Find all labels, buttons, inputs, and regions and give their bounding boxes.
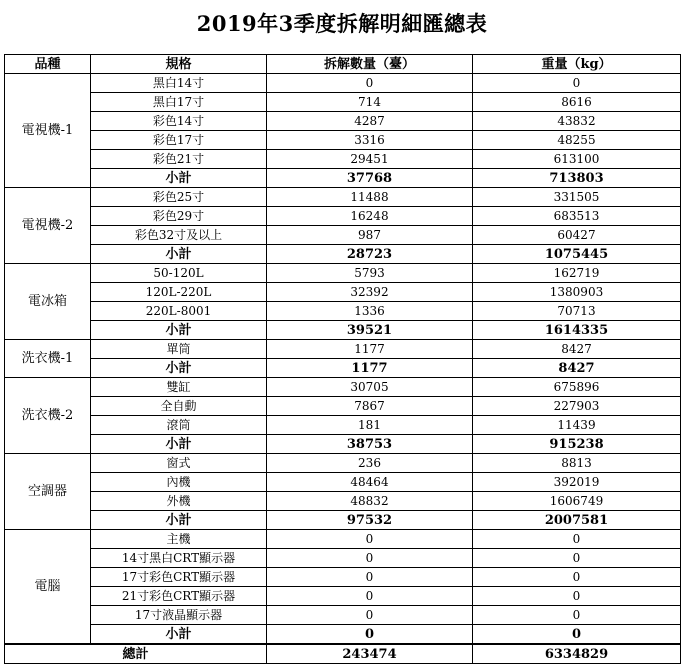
table-row [5,530,681,549]
total-quantity: 243474 [267,644,473,664]
subtotal-label: 小計 [91,511,267,530]
spec-cell: 黑白14寸 [91,74,267,93]
subtotal-weight: 8427 [473,359,681,378]
weight-cell: 1606749 [473,492,681,511]
subtotal-row [5,359,681,378]
quantity-cell: 29451 [267,150,473,169]
quantity-cell: 30705 [267,378,473,397]
weight-cell: 0 [473,74,681,93]
table-row [5,207,681,226]
subtotal-row [5,625,681,645]
subtotal-quantity: 28723 [267,245,473,264]
subtotal-row [5,245,681,264]
table-row [5,454,681,473]
weight-cell: 331505 [473,188,681,207]
category-cell: 洗衣機-1 [5,340,91,378]
table-row [5,188,681,207]
table-row [5,587,681,606]
category-cell: 電冰箱 [5,264,91,340]
subtotal-quantity: 38753 [267,435,473,454]
weight-cell: 43832 [473,112,681,131]
weight-cell: 11439 [473,416,681,435]
subtotal-weight: 1075445 [473,245,681,264]
quantity-cell: 16248 [267,207,473,226]
quantity-cell: 1336 [267,302,473,321]
spec-cell: 彩色14寸 [91,112,267,131]
spec-cell: 50-120L [91,264,267,283]
subtotal-quantity: 0 [267,625,473,645]
quantity-cell: 7867 [267,397,473,416]
subtotal-weight: 1614335 [473,321,681,340]
weight-cell: 0 [473,587,681,606]
quantity-cell: 987 [267,226,473,245]
quantity-cell: 5793 [267,264,473,283]
table-row [5,340,681,359]
weight-cell: 227903 [473,397,681,416]
total-label: 總計 [5,644,267,664]
table-row [5,283,681,302]
weight-cell: 683513 [473,207,681,226]
spec-cell: 全自動 [91,397,267,416]
spec-cell: 彩色32寸及以上 [91,226,267,245]
quantity-cell: 181 [267,416,473,435]
spec-cell: 17寸彩色CRT顯示器 [91,568,267,587]
category-cell: 電腦 [5,530,91,645]
quantity-cell: 48832 [267,492,473,511]
subtotal-label: 小計 [91,359,267,378]
table-row [5,473,681,492]
spec-cell: 彩色17寸 [91,131,267,150]
spec-cell: 220L-8001 [91,302,267,321]
quantity-cell: 32392 [267,283,473,302]
spec-cell: 彩色29寸 [91,207,267,226]
subtotal-quantity: 1177 [267,359,473,378]
spec-cell: 滾筒 [91,416,267,435]
subtotal-label: 小計 [91,169,267,188]
weight-cell: 8616 [473,93,681,112]
table-row [5,93,681,112]
table-row [5,492,681,511]
table-row [5,378,681,397]
weight-cell: 392019 [473,473,681,492]
weight-cell: 0 [473,549,681,568]
subtotal-weight: 713803 [473,169,681,188]
subtotal-label: 小計 [91,625,267,645]
spec-cell: 21寸彩色CRT顯示器 [91,587,267,606]
weight-cell: 162719 [473,264,681,283]
header-weight: 重量（kg） [473,55,681,74]
table-row [5,112,681,131]
quantity-cell: 0 [267,549,473,568]
spec-cell: 彩色25寸 [91,188,267,207]
subtotal-row [5,511,681,530]
header-quantity: 拆解數量（臺） [267,55,473,74]
subtotal-weight: 915238 [473,435,681,454]
weight-cell: 675896 [473,378,681,397]
weight-cell: 48255 [473,131,681,150]
subtotal-label: 小計 [91,245,267,264]
weight-cell: 0 [473,530,681,549]
category-cell: 洗衣機-2 [5,378,91,454]
subtotal-row [5,435,681,454]
quantity-cell: 0 [267,530,473,549]
category-cell: 電視機-1 [5,74,91,188]
weight-cell: 60427 [473,226,681,245]
subtotal-quantity: 37768 [267,169,473,188]
spec-cell: 單筒 [91,340,267,359]
subtotal-row [5,321,681,340]
spec-cell: 雙缸 [91,378,267,397]
subtotal-weight: 0 [473,625,681,645]
spec-cell: 彩色21寸 [91,150,267,169]
subtotal-weight: 2007581 [473,511,681,530]
subtotal-label: 小計 [91,321,267,340]
weight-cell: 613100 [473,150,681,169]
spec-cell: 內機 [91,473,267,492]
summary-table [4,54,681,664]
header-spec: 規格 [91,55,267,74]
table-row [5,416,681,435]
table-row [5,397,681,416]
quantity-cell: 3316 [267,131,473,150]
weight-cell: 70713 [473,302,681,321]
table-row [5,226,681,245]
table-body [5,74,681,664]
spec-cell: 14寸黑白CRT顯示器 [91,549,267,568]
table-row [5,549,681,568]
quantity-cell: 0 [267,568,473,587]
quantity-cell: 0 [267,587,473,606]
quantity-cell: 11488 [267,188,473,207]
subtotal-quantity: 97532 [267,511,473,530]
table-row [5,74,681,93]
spec-cell: 外機 [91,492,267,511]
page-title: 2019年3季度拆解明細匯總表 [196,11,488,36]
header-row [5,55,681,74]
weight-cell: 0 [473,606,681,625]
total-row [5,644,681,664]
weight-cell: 8813 [473,454,681,473]
weight-cell: 1380903 [473,283,681,302]
quantity-cell: 0 [267,606,473,625]
header-category: 品種 [5,55,91,74]
quantity-cell: 236 [267,454,473,473]
table-row [5,568,681,587]
quantity-cell: 714 [267,93,473,112]
spec-cell: 17寸液晶顯示器 [91,606,267,625]
weight-cell: 8427 [473,340,681,359]
subtotal-label: 小計 [91,435,267,454]
quantity-cell: 0 [267,74,473,93]
quantity-cell: 48464 [267,473,473,492]
spec-cell: 主機 [91,530,267,549]
subtotal-row [5,169,681,188]
spec-cell: 窗式 [91,454,267,473]
quantity-cell: 1177 [267,340,473,359]
table-row [5,264,681,283]
category-cell: 空調器 [5,454,91,530]
table-row [5,302,681,321]
spec-cell: 120L-220L [91,283,267,302]
weight-cell: 0 [473,568,681,587]
spec-cell: 黑白17寸 [91,93,267,112]
table-row [5,131,681,150]
table-row [5,150,681,169]
total-weight: 6334829 [473,644,681,664]
category-cell: 電視機-2 [5,188,91,264]
quantity-cell: 4287 [267,112,473,131]
subtotal-quantity: 39521 [267,321,473,340]
table-row [5,606,681,625]
